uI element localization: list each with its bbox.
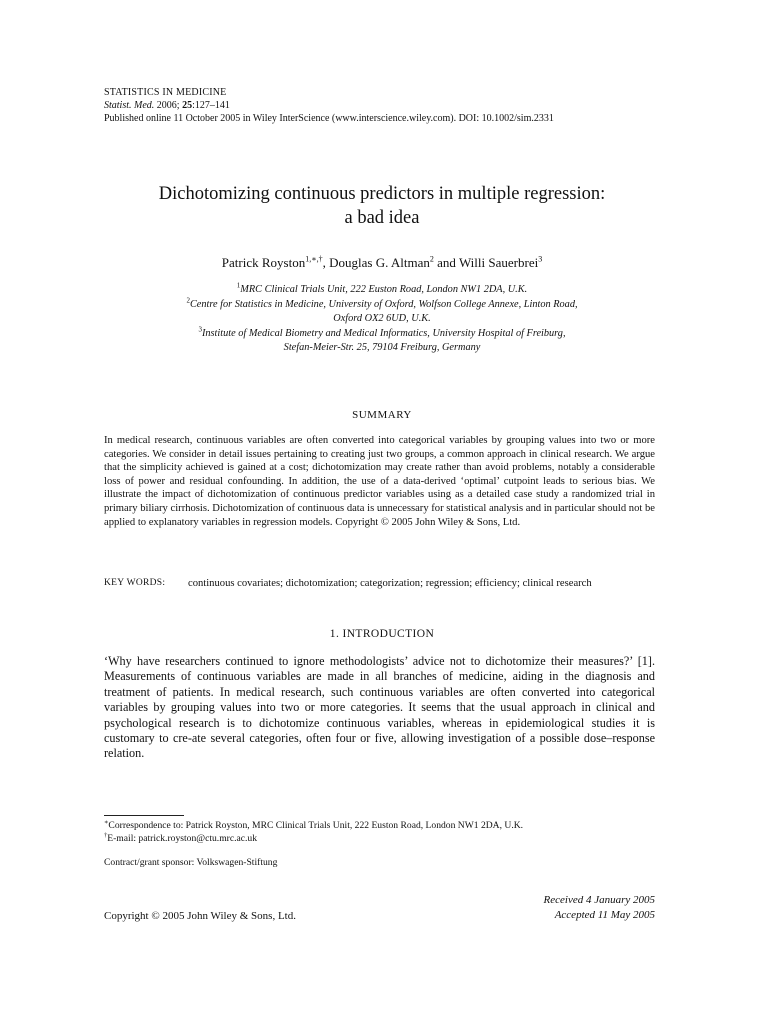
affiliation-sup: 1 xyxy=(236,281,241,290)
author-sup: 3 xyxy=(538,254,543,264)
keywords xyxy=(104,577,655,591)
copyright-footer: Copyright © 2005 John Wiley & Sons, Ltd. xyxy=(104,910,296,922)
affiliation-text: Institute of Medical Biometry and Medical Informatics, University Hospital of Freiburg, xyxy=(201,327,566,339)
received-date: Received 4 January 2005 xyxy=(543,894,655,906)
footnote-text: Correspondence to: Patrick Royston, MRC Clinical Trials Unit, 222 Euston Road, London NW1 2DA, U.K. xyxy=(108,820,524,831)
affiliation-2 xyxy=(104,298,660,313)
paper-title xyxy=(104,182,660,230)
affiliation-text: MRC Clinical Trials Unit, 222 Euston Road, London NW1 2DA, U.K. xyxy=(240,284,528,295)
introduction-text: ‘Why have researchers continued to ignore methodologists’ advice not to dichotomize their measures?’ [1]. Measurements of continuous variables are made in all branches of medicine, aiding in the diagnosis and treatment of patients. In medical research, such continuous variables are often converted into categorical variables by grouping values into two or more categories. It seems that the usual approach in clinical and psychological research is to dichotomize continuous variables, whereas in epidemiological studies it is customary to cre-ate several categories, often four or five, allowing investigation of a possible dose–response relation. xyxy=(104,654,655,761)
author-sup: 1,∗,† xyxy=(305,254,323,264)
author-list xyxy=(104,255,660,271)
affiliation-3-cont: Stefan-Meier-Str. 25, 79104 Freiburg, Germany xyxy=(283,342,481,353)
summary-heading: SUMMARY xyxy=(352,409,412,421)
footnote-divider xyxy=(104,815,184,816)
citation-year: 2006; xyxy=(156,100,180,111)
citation-line xyxy=(104,99,554,112)
author-separator: , xyxy=(322,255,326,270)
accepted-date: Accepted 11 May 2005 xyxy=(554,909,655,921)
affiliation-sup: 2 xyxy=(186,296,190,305)
footnote-sup: † xyxy=(104,831,108,839)
grant-sponsor: Contract/grant sponsor: Volkswagen-Stiftung xyxy=(104,857,278,868)
citation-pages: :127–141 xyxy=(192,100,230,111)
footnotes xyxy=(104,820,655,845)
citation-abbrev: Statist. Med. xyxy=(104,100,155,111)
author-name: Douglas G. Altman xyxy=(329,255,430,270)
journal-name: STATISTICS IN MEDICINE xyxy=(104,87,227,98)
footnote-text: E-mail: patrick.royston@ctu.mrc.ac.uk xyxy=(107,832,258,844)
correspondence-note xyxy=(104,820,655,833)
introduction-heading: 1. INTRODUCTION xyxy=(329,628,435,640)
affiliation-text: Centre for Statistics in Medicine, University of Oxford, Wolfson College Annexe, Linton Road, xyxy=(189,298,578,310)
author-sup: 2 xyxy=(429,254,434,264)
footnote-sup: ∗ xyxy=(104,818,109,826)
journal-header xyxy=(104,86,554,125)
affiliation-sup: 3 xyxy=(198,325,202,334)
published-line: Published online 11 October 2005 in Wiley InterScience (www.interscience.wiley.com). DOI: 10.1002/sim.2331 xyxy=(104,113,554,124)
affiliation-2-cont: Oxford OX2 6UD, U.K. xyxy=(333,313,431,324)
author-name: Willi Sauerbrei xyxy=(458,255,539,270)
dates-block xyxy=(544,893,655,923)
title-line-2: a bad idea xyxy=(344,208,420,228)
summary-text: In medical research, continuous variables are often converted into categorical variables by grouping values into two or more categories. We consider in detail issues pertaining to creating just two groups, a common approach in clinical research. We argue that the simplicity achieved is gained at a cost; dichotomization may create rather than avoid problems, notably a considerable loss of power and residual confounding. In addition, the use of a data-derived ‘optimal’ cutpoint leads to serious bias. We illustrate the impact of dichotomization of continuous predictor variables using as a detailed case study a randomized trial in primary biliary cirrhosis. Dichotomization of continuous data is unnecessary for statistical analysis and in particular should not be applied to explanatory variables in regression models. Copyright © 2005 John Wiley & Sons, Ltd. xyxy=(104,435,655,528)
keywords-label: KEY WORDS: xyxy=(104,578,166,588)
affiliations xyxy=(104,283,660,356)
affiliation-3 xyxy=(104,327,660,342)
keywords-text: continuous covariates; dichotomization; categorization; regression; efficiency; clinical research xyxy=(188,578,592,589)
author-name: Patrick Royston xyxy=(221,255,306,270)
citation-volume: 25 xyxy=(182,100,193,111)
email-note xyxy=(104,833,655,846)
title-line-1: Dichotomizing continuous predictors in multiple regression: xyxy=(158,184,606,204)
author-and: and xyxy=(437,255,456,270)
